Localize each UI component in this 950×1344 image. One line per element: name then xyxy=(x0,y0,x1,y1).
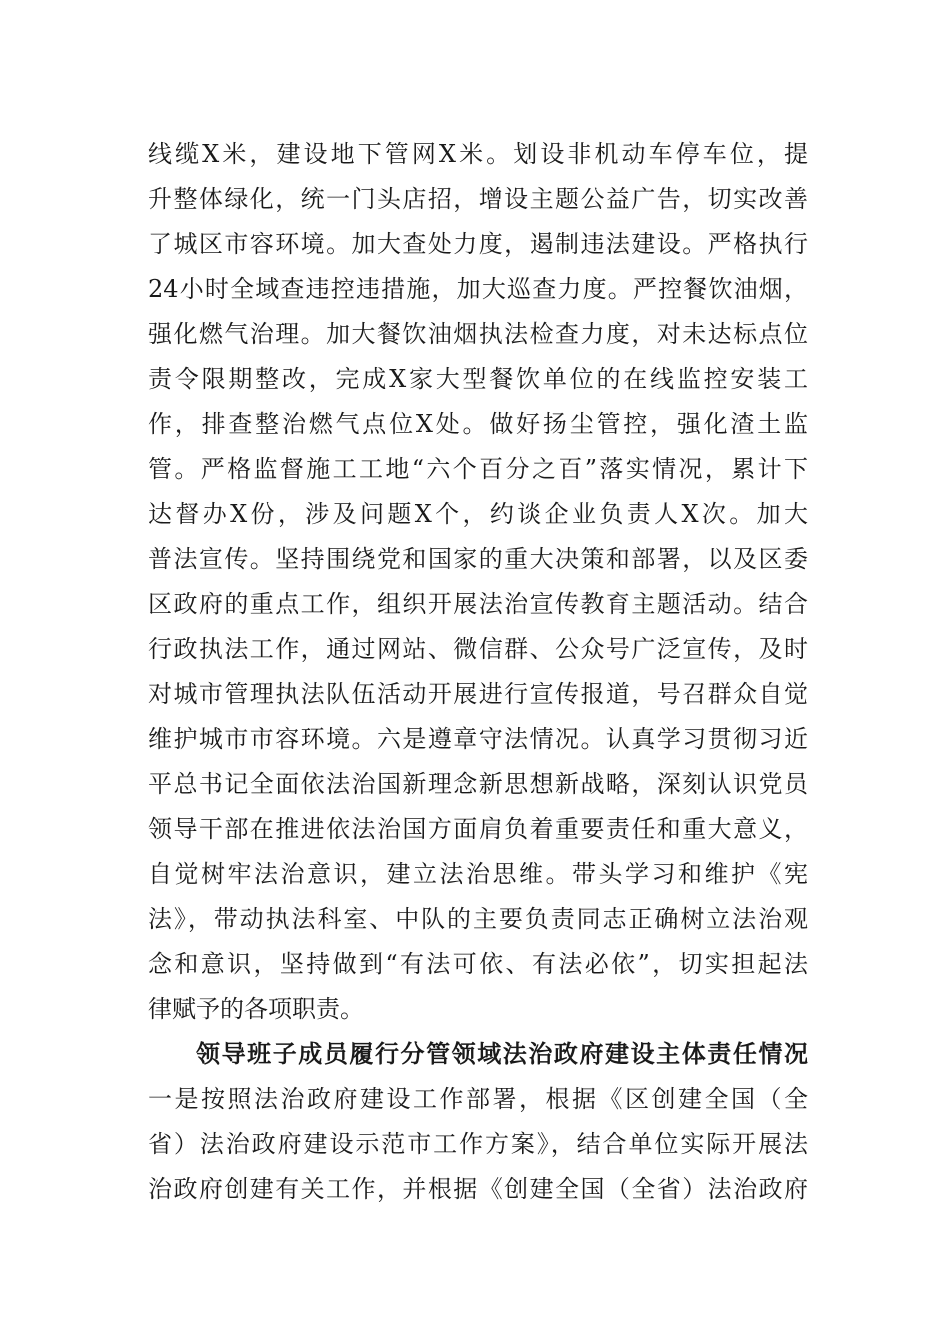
paragraph-line: 自觉树牢法治意识，建立法治思维。带头学习和维护《宪 xyxy=(148,860,808,888)
paragraph-line: 治政府创建有关工作，并根据《创建全国（全省）法治政府 xyxy=(148,1175,808,1203)
paragraph-line: 行政执法工作，通过网站、微信群、公众号广泛宣传，及时 xyxy=(148,635,808,663)
paragraph-line: 一是按照法治政府建设工作部署，根据《区创建全国（全 xyxy=(148,1085,808,1113)
paragraph-line: 法》，带动执法科室、中队的主要负责同志正确树立法治观 xyxy=(148,905,808,933)
paragraph-line: 普法宣传。坚持围绕党和国家的重大决策和部署，以及区委 xyxy=(148,545,808,573)
paragraph-line: 省）法治政府建设示范市工作方案》，结合单位实际开展法 xyxy=(148,1130,808,1158)
paragraph-line: 领导干部在推进依法治国方面肩负着重要责任和重大意义， xyxy=(148,815,808,843)
paragraph-line: 作，排查整治燃气点位X处。做好扬尘管控，强化渣土监 xyxy=(148,410,808,438)
paragraph-line: 责令限期整改，完成X家大型餐饮单位的在线监控安装工 xyxy=(148,365,808,393)
paragraph-line: 强化燃气治理。加大餐饮油烟执法检查力度，对未达标点位 xyxy=(148,320,808,348)
paragraph-line: 念和意识，坚持做到“有法可依、有法必依”，切实担起法 xyxy=(148,950,808,978)
paragraph-line: 律赋予的各项职责。 xyxy=(148,995,364,1023)
paragraph-line: 平总书记全面依法治国新理念新思想新战略，深刻认识党员 xyxy=(148,770,808,798)
paragraph-line: 区政府的重点工作，组织开展法治宣传教育主题活动。结合 xyxy=(148,590,808,618)
section-heading: 领导班子成员履行分管领域法治政府建设主体责任情况 xyxy=(196,1039,808,1068)
paragraph-line: 升整体绿化，统一门头店招，增设主题公益广告，切实改善 xyxy=(148,185,808,213)
paragraph-line: 维护城市市容环境。六是遵章守法情况。认真学习贯彻习近 xyxy=(148,725,808,753)
paragraph-line: 管。严格监督施工工地“六个百分之百”落实情况，累计下 xyxy=(148,455,808,483)
paragraph-line: 对城市管理执法队伍活动开展进行宣传报道，号召群众自觉 xyxy=(148,680,808,708)
paragraph-line: 24小时全域查违控违措施，加大巡查力度。严控餐饮油烟， xyxy=(148,275,808,303)
paragraph-line: 了城区市容环境。加大查处力度，遏制违法建设。严格执行 xyxy=(148,230,808,258)
paragraph-line: 线缆X米，建设地下管网X米。划设非机动车停车位，提 xyxy=(148,140,808,168)
paragraph-line: 达督办X份，涉及问题X个，约谈企业负责人X次。加大 xyxy=(148,500,808,528)
